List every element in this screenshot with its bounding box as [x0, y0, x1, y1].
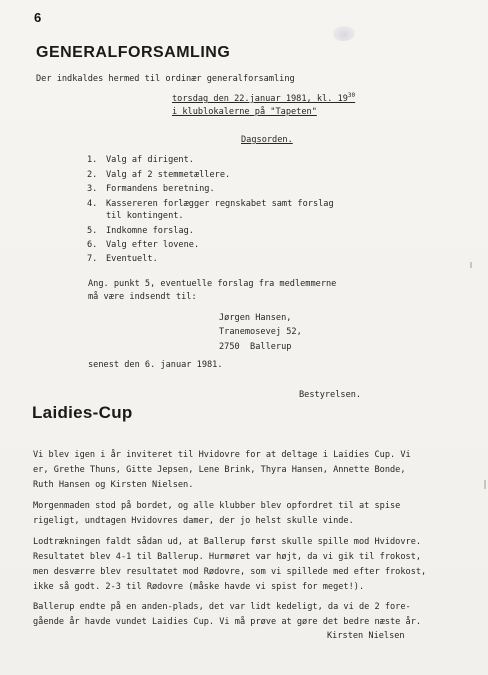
paragraph-line: er, Grethe Thuns, Gitte Jepsen, Lene Brink, Thyra Hansen, Annette Bonde, [33, 465, 406, 475]
paragraph-line: Vi blev igen i år inviteret til Hvidovre for at deltage i Laidies Cup. Vi [33, 450, 411, 460]
paper-speck [470, 262, 472, 268]
meeting-time-superscript: 30 [347, 92, 356, 100]
section-heading-laidies-cup: Laidies-Cup [32, 403, 133, 422]
agenda-item-text: Valg efter lovene. [106, 240, 200, 250]
agenda-item-num: 2. [87, 170, 98, 180]
address-city: 2750 Ballerup [219, 342, 292, 352]
author-signoff: Kirsten Nielsen [327, 631, 405, 641]
ink-blot-mark [333, 26, 355, 41]
page-number: 6 [34, 10, 42, 25]
paper-speck [484, 480, 486, 489]
paragraph-line: Morgenmaden stod på bordet, og alle klubber blev opfordret til at spise [33, 501, 401, 511]
meeting-date [172, 93, 355, 105]
meeting-date-main: torsdag den 22.januar 1981, kl. 19 [172, 94, 348, 104]
agenda-item-num: 3. [87, 184, 98, 194]
agenda-item-num: 6. [87, 240, 98, 250]
agenda-title: Dagsorden. [241, 135, 293, 145]
agenda-item-num: 7. [87, 254, 98, 264]
board-signoff: Bestyrelsen. [299, 390, 362, 400]
agenda-item-num: 5. [87, 226, 98, 236]
agenda-item-num: 1. [87, 155, 98, 165]
agenda-item-text: Indkomne forslag. [106, 226, 194, 236]
agenda-item-text: Valg af 2 stemmetællere. [106, 170, 231, 180]
page-heading: GENERALFORSAMLING [36, 44, 231, 61]
agenda-item-num: 4. [87, 199, 98, 209]
agenda-item-text: Formandens beretning. [106, 184, 215, 194]
paragraph-line: Resultatet blev 4-1 til Ballerup. Hurmøret var højt, da vi gik til frokost, [33, 552, 422, 562]
agenda-item-text-continued: til kontingent. [106, 211, 184, 221]
paragraph-line: gående år havde vundet Laidies Cup. Vi må prøve at gøre det bedre næste år. [33, 617, 422, 627]
paragraph-line: men desværre blev resultatet mod Rødovre, som vi spillede med efter frokost, [33, 567, 427, 577]
agenda-item-text: Kassereren forlægger regnskabet samt forslag [106, 199, 334, 209]
paragraph-line: Ruth Hansen og Kirsten Nielsen. [33, 480, 194, 490]
address-street: Tranemosevej 52, [219, 327, 302, 337]
paragraph-line: Ballerup endte på en anden-plads, det var lidt kedeligt, da vi de 2 fore- [33, 602, 411, 612]
meeting-location: i klublokalerne på "Tapeten" [172, 107, 317, 117]
agenda-item-text: Valg af dirigent. [106, 155, 194, 165]
proposal-deadline: senest den 6. januar 1981. [88, 360, 223, 370]
proposal-note-continued: må være indsendt til: [88, 292, 197, 302]
paragraph-line: ikke så godt. 2-3 til Rødovre (måske havde vi spist for meget!). [33, 582, 365, 592]
proposal-note: Ang. punkt 5, eventuelle forslag fra medlemmerne [88, 279, 337, 289]
paragraph-line: rigeligt, undtagen Hvidovres damer, der jo helst skulle vinde. [33, 516, 354, 526]
paragraph-line: Lodtrækningen faldt sådan ud, at Ballerup først skulle spille mod Hvidovre. [33, 537, 422, 547]
address-name: Jørgen Hansen, [219, 313, 292, 323]
agenda-item-text: Eventuelt. [106, 254, 158, 264]
intro-text: Der indkaldes hermed til ordinær generalforsamling [36, 74, 295, 84]
